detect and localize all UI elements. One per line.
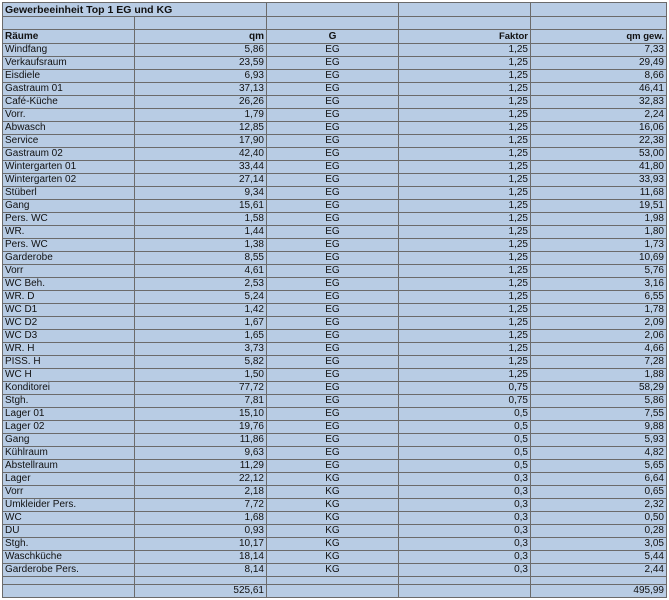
table-row (3, 265, 667, 278)
room-cell[interactable]: WC (3, 512, 135, 525)
qm-weighted-cell[interactable]: 4,66 (531, 343, 667, 356)
qm-weighted-cell[interactable]: 33,93 (531, 174, 667, 187)
empty-cell[interactable] (531, 3, 667, 17)
factor-cell[interactable]: 1,25 (399, 343, 531, 356)
floor-cell[interactable]: EG (267, 447, 399, 460)
room-cell[interactable]: WC Beh. (3, 278, 135, 291)
totals-row (3, 585, 667, 598)
factor-cell[interactable]: 0,75 (399, 382, 531, 395)
qm-cell[interactable]: 18,14 (135, 551, 267, 564)
qm-weighted-cell[interactable]: 5,86 (531, 395, 667, 408)
qm-cell[interactable]: 1,68 (135, 512, 267, 525)
table-row (3, 512, 667, 525)
table-row (3, 499, 667, 512)
room-cell[interactable]: WC D3 (3, 330, 135, 343)
qm-weighted-cell[interactable]: 5,44 (531, 551, 667, 564)
factor-cell[interactable]: 0,3 (399, 538, 531, 551)
empty-cell[interactable] (135, 577, 267, 585)
table-row (3, 395, 667, 408)
factor-cell[interactable]: 1,25 (399, 148, 531, 161)
qm-cell[interactable]: 5,24 (135, 291, 267, 304)
qm-weighted-cell[interactable]: 3,16 (531, 278, 667, 291)
qm-weighted-cell[interactable]: 1,73 (531, 239, 667, 252)
table-row (3, 382, 667, 395)
room-cell[interactable]: Stgh. (3, 538, 135, 551)
factor-cell[interactable]: 0,75 (399, 395, 531, 408)
floor-cell[interactable]: EG (267, 278, 399, 291)
room-cell[interactable]: Kühlraum (3, 447, 135, 460)
empty-cell[interactable] (267, 577, 399, 585)
qm-weighted-cell[interactable]: 2,32 (531, 499, 667, 512)
table-row (3, 161, 667, 174)
qm-cell[interactable]: 23,59 (135, 57, 267, 70)
table-row (3, 135, 667, 148)
factor-cell[interactable]: 0,5 (399, 460, 531, 473)
floor-cell[interactable]: EG (267, 200, 399, 213)
empty-cell[interactable] (531, 577, 667, 585)
floor-cell[interactable]: EG (267, 265, 399, 278)
qm-cell[interactable]: 8,14 (135, 564, 267, 577)
qm-cell[interactable]: 22,12 (135, 473, 267, 486)
room-cell[interactable]: WR. H (3, 343, 135, 356)
room-cell[interactable]: Pers. WC (3, 239, 135, 252)
factor-cell[interactable]: 1,25 (399, 109, 531, 122)
factor-cell[interactable]: 1,25 (399, 96, 531, 109)
table-row (3, 525, 667, 538)
table-row (3, 434, 667, 447)
room-cell[interactable]: Gastraum 01 (3, 83, 135, 96)
room-cell[interactable]: Lager 01 (3, 408, 135, 421)
factor-cell[interactable]: 1,25 (399, 70, 531, 83)
header-rooms[interactable]: Räume (3, 30, 135, 44)
qm-cell[interactable]: 4,61 (135, 265, 267, 278)
table-row (3, 57, 667, 70)
floor-cell[interactable]: EG (267, 304, 399, 317)
floor-cell[interactable]: EG (267, 317, 399, 330)
floor-cell[interactable]: KG (267, 499, 399, 512)
floor-cell[interactable]: EG (267, 83, 399, 96)
floor-cell[interactable]: KG (267, 538, 399, 551)
qm-cell[interactable]: 19,76 (135, 421, 267, 434)
qm-weighted-cell[interactable]: 1,80 (531, 226, 667, 239)
factor-cell[interactable]: 1,25 (399, 200, 531, 213)
table-row (3, 226, 667, 239)
qm-cell[interactable]: 12,85 (135, 122, 267, 135)
qm-weighted-cell[interactable]: 22,38 (531, 135, 667, 148)
table-row (3, 317, 667, 330)
empty-cell[interactable] (267, 17, 399, 30)
factor-cell[interactable]: 1,25 (399, 226, 531, 239)
room-cell[interactable]: Service (3, 135, 135, 148)
factor-cell[interactable]: 1,25 (399, 291, 531, 304)
qm-cell[interactable]: 1,65 (135, 330, 267, 343)
empty-cell[interactable] (399, 17, 531, 30)
table-row (3, 109, 667, 122)
qm-weighted-cell[interactable]: 41,80 (531, 161, 667, 174)
table-row (3, 278, 667, 291)
room-cell[interactable]: Vorr. (3, 109, 135, 122)
qm-weighted-cell[interactable]: 0,65 (531, 486, 667, 499)
qm-cell[interactable]: 3,73 (135, 343, 267, 356)
table-row (3, 213, 667, 226)
floor-cell[interactable]: EG (267, 174, 399, 187)
header-qm[interactable]: qm (135, 30, 267, 44)
qm-weighted-cell[interactable]: 16,06 (531, 122, 667, 135)
room-cell[interactable]: Stgh. (3, 395, 135, 408)
qm-cell[interactable]: 27,14 (135, 174, 267, 187)
floor-cell[interactable]: KG (267, 551, 399, 564)
room-cell[interactable]: DU (3, 525, 135, 538)
qm-cell[interactable]: 9,34 (135, 187, 267, 200)
empty-cell[interactable] (399, 577, 531, 585)
qm-weighted-cell[interactable]: 0,50 (531, 512, 667, 525)
table-row (3, 252, 667, 265)
qm-cell[interactable]: 0,93 (135, 525, 267, 538)
room-cell[interactable]: Verkaufsraum (3, 57, 135, 70)
empty-cell[interactable] (267, 585, 399, 598)
factor-cell[interactable]: 1,25 (399, 317, 531, 330)
factor-cell[interactable]: 0,3 (399, 486, 531, 499)
empty-cell[interactable] (399, 3, 531, 17)
qm-cell[interactable]: 33,44 (135, 161, 267, 174)
total-qm-weighted[interactable]: 495,99 (531, 585, 667, 598)
room-cell[interactable]: WR. D (3, 291, 135, 304)
qm-cell[interactable]: 2,18 (135, 486, 267, 499)
qm-cell[interactable]: 26,26 (135, 96, 267, 109)
table-row (3, 473, 667, 486)
qm-weighted-cell[interactable]: 5,93 (531, 434, 667, 447)
qm-cell[interactable]: 5,86 (135, 44, 267, 57)
floor-cell[interactable]: EG (267, 343, 399, 356)
factor-cell[interactable]: 1,25 (399, 57, 531, 70)
table-row (3, 564, 667, 577)
factor-cell[interactable]: 0,3 (399, 499, 531, 512)
table-row (3, 343, 667, 356)
qm-weighted-cell[interactable]: 29,49 (531, 57, 667, 70)
table-row (3, 187, 667, 200)
qm-weighted-cell[interactable]: 1,98 (531, 213, 667, 226)
floor-cell[interactable]: EG (267, 330, 399, 343)
qm-cell[interactable]: 5,82 (135, 356, 267, 369)
room-cell[interactable]: Vorr (3, 486, 135, 499)
room-cell[interactable]: Wintergarten 02 (3, 174, 135, 187)
qm-weighted-cell[interactable]: 11,68 (531, 187, 667, 200)
qm-weighted-cell[interactable]: 5,76 (531, 265, 667, 278)
qm-weighted-cell[interactable]: 2,24 (531, 109, 667, 122)
qm-cell[interactable]: 1,58 (135, 213, 267, 226)
floor-cell[interactable]: EG (267, 135, 399, 148)
floor-cell[interactable]: KG (267, 486, 399, 499)
factor-cell[interactable]: 1,25 (399, 187, 531, 200)
floor-cell[interactable]: EG (267, 369, 399, 382)
qm-cell[interactable]: 77,72 (135, 382, 267, 395)
floor-cell[interactable]: EG (267, 213, 399, 226)
factor-cell[interactable]: 1,25 (399, 239, 531, 252)
table-row (3, 83, 667, 96)
floor-cell[interactable]: EG (267, 395, 399, 408)
floor-cell[interactable]: EG (267, 187, 399, 200)
room-cell[interactable]: WC D1 (3, 304, 135, 317)
floor-cell[interactable]: KG (267, 564, 399, 577)
qm-weighted-cell[interactable]: 53,00 (531, 148, 667, 161)
floor-cell[interactable]: EG (267, 239, 399, 252)
table-row (3, 369, 667, 382)
qm-cell[interactable]: 1,42 (135, 304, 267, 317)
factor-cell[interactable]: 1,25 (399, 174, 531, 187)
qm-cell[interactable]: 1,50 (135, 369, 267, 382)
floor-cell[interactable]: EG (267, 57, 399, 70)
room-cell[interactable]: Abstellraum (3, 460, 135, 473)
factor-cell[interactable]: 1,25 (399, 278, 531, 291)
factor-cell[interactable]: 1,25 (399, 356, 531, 369)
factor-cell[interactable]: 0,5 (399, 434, 531, 447)
blank-row (3, 17, 667, 30)
floor-cell[interactable]: EG (267, 122, 399, 135)
qm-weighted-cell[interactable]: 0,28 (531, 525, 667, 538)
factor-cell[interactable]: 0,3 (399, 473, 531, 486)
factor-cell[interactable]: 0,3 (399, 551, 531, 564)
qm-weighted-cell[interactable]: 1,88 (531, 369, 667, 382)
qm-cell[interactable]: 8,55 (135, 252, 267, 265)
floor-cell[interactable]: EG (267, 356, 399, 369)
empty-cell[interactable] (531, 17, 667, 30)
table-row (3, 70, 667, 83)
qm-cell[interactable]: 7,81 (135, 395, 267, 408)
qm-cell[interactable]: 10,17 (135, 538, 267, 551)
floor-cell[interactable]: EG (267, 434, 399, 447)
room-cell[interactable]: Gastraum 02 (3, 148, 135, 161)
qm-weighted-cell[interactable]: 2,09 (531, 317, 667, 330)
empty-cell[interactable] (135, 17, 267, 30)
table-row (3, 96, 667, 109)
room-cell[interactable]: WC D2 (3, 317, 135, 330)
qm-cell[interactable]: 2,53 (135, 278, 267, 291)
qm-weighted-cell[interactable]: 6,64 (531, 473, 667, 486)
table-row (3, 421, 667, 434)
floor-cell[interactable]: EG (267, 421, 399, 434)
empty-cell[interactable] (3, 17, 135, 30)
factor-cell[interactable]: 0,3 (399, 564, 531, 577)
qm-cell[interactable]: 11,86 (135, 434, 267, 447)
table-row (3, 356, 667, 369)
room-cell[interactable]: Wintergarten 01 (3, 161, 135, 174)
empty-cell[interactable] (3, 577, 135, 585)
qm-weighted-cell[interactable]: 5,65 (531, 460, 667, 473)
spacer-row (3, 577, 667, 585)
qm-weighted-cell[interactable]: 8,66 (531, 70, 667, 83)
room-cell[interactable]: Vorr (3, 265, 135, 278)
floor-cell[interactable]: EG (267, 109, 399, 122)
empty-cell[interactable] (267, 3, 399, 17)
room-cell[interactable]: Gang (3, 434, 135, 447)
floor-cell[interactable]: EG (267, 44, 399, 57)
floor-cell[interactable]: EG (267, 148, 399, 161)
header-floor[interactable]: G (267, 30, 399, 44)
factor-cell[interactable]: 1,25 (399, 304, 531, 317)
qm-weighted-cell[interactable]: 4,82 (531, 447, 667, 460)
floor-cell[interactable]: EG (267, 252, 399, 265)
floor-cell[interactable]: EG (267, 408, 399, 421)
room-cell[interactable]: Eisdiele (3, 70, 135, 83)
factor-cell[interactable]: 1,25 (399, 252, 531, 265)
qm-weighted-cell[interactable]: 6,55 (531, 291, 667, 304)
room-cell[interactable]: Windfang (3, 44, 135, 57)
qm-cell[interactable]: 1,44 (135, 226, 267, 239)
table-row (3, 447, 667, 460)
qm-cell[interactable]: 37,13 (135, 83, 267, 96)
room-cell[interactable]: Lager (3, 473, 135, 486)
factor-cell[interactable]: 0,5 (399, 447, 531, 460)
qm-weighted-cell[interactable]: 32,83 (531, 96, 667, 109)
qm-cell[interactable]: 1,67 (135, 317, 267, 330)
qm-weighted-cell[interactable]: 7,33 (531, 44, 667, 57)
title-row (3, 3, 667, 17)
qm-cell[interactable]: 1,79 (135, 109, 267, 122)
room-cell[interactable]: PISS. H (3, 356, 135, 369)
floor-cell[interactable]: EG (267, 96, 399, 109)
room-cell[interactable]: WR. (3, 226, 135, 239)
qm-weighted-cell[interactable]: 9,88 (531, 421, 667, 434)
total-qm[interactable]: 525,61 (135, 585, 267, 598)
qm-weighted-cell[interactable]: 46,41 (531, 83, 667, 96)
room-cell[interactable]: Gang (3, 200, 135, 213)
table-row (3, 330, 667, 343)
floor-cell[interactable]: EG (267, 161, 399, 174)
qm-cell[interactable]: 15,61 (135, 200, 267, 213)
room-cell[interactable]: Umkleider Pers. (3, 499, 135, 512)
table-row (3, 486, 667, 499)
qm-cell[interactable]: 11,29 (135, 460, 267, 473)
room-cell[interactable]: Lager 02 (3, 421, 135, 434)
floor-cell[interactable]: KG (267, 473, 399, 486)
floor-cell[interactable]: KG (267, 525, 399, 538)
table-row (3, 304, 667, 317)
qm-cell[interactable]: 1,38 (135, 239, 267, 252)
qm-weighted-cell[interactable]: 1,78 (531, 304, 667, 317)
factor-cell[interactable]: 1,25 (399, 83, 531, 96)
qm-weighted-cell[interactable]: 2,06 (531, 330, 667, 343)
floor-cell[interactable]: EG (267, 70, 399, 83)
factor-cell[interactable]: 1,25 (399, 135, 531, 148)
table-body (3, 3, 667, 598)
room-cell[interactable]: Café-Küche (3, 96, 135, 109)
table-row (3, 291, 667, 304)
factor-cell[interactable]: 1,25 (399, 213, 531, 226)
qm-weighted-cell[interactable]: 58,29 (531, 382, 667, 395)
header-row (3, 30, 667, 44)
table-row (3, 538, 667, 551)
sheet-title[interactable]: Gewerbeeinheit Top 1 EG und KG (3, 3, 267, 17)
qm-cell[interactable]: 6,93 (135, 70, 267, 83)
qm-cell[interactable]: 15,10 (135, 408, 267, 421)
table-row (3, 239, 667, 252)
table-row (3, 122, 667, 135)
factor-cell[interactable]: 0,5 (399, 421, 531, 434)
factor-cell[interactable]: 1,25 (399, 330, 531, 343)
qm-cell[interactable]: 7,72 (135, 499, 267, 512)
factor-cell[interactable]: 1,25 (399, 122, 531, 135)
floor-cell[interactable]: EG (267, 291, 399, 304)
factor-cell[interactable]: 0,3 (399, 525, 531, 538)
room-cell[interactable]: Stüberl (3, 187, 135, 200)
table-row (3, 148, 667, 161)
qm-weighted-cell[interactable]: 19,51 (531, 200, 667, 213)
room-cell[interactable]: WC H (3, 369, 135, 382)
qm-weighted-cell[interactable]: 3,05 (531, 538, 667, 551)
table-row (3, 200, 667, 213)
factor-cell[interactable]: 0,3 (399, 512, 531, 525)
floor-cell[interactable]: EG (267, 460, 399, 473)
table-row (3, 408, 667, 421)
floor-cell[interactable]: EG (267, 382, 399, 395)
room-cell[interactable]: Abwasch (3, 122, 135, 135)
table-row (3, 551, 667, 564)
qm-weighted-cell[interactable]: 2,44 (531, 564, 667, 577)
qm-cell[interactable]: 17,90 (135, 135, 267, 148)
factor-cell[interactable]: 1,25 (399, 265, 531, 278)
qm-weighted-cell[interactable]: 7,28 (531, 356, 667, 369)
qm-weighted-cell[interactable]: 10,69 (531, 252, 667, 265)
spreadsheet-table (2, 2, 667, 598)
table-row (3, 460, 667, 473)
empty-cell[interactable] (399, 585, 531, 598)
empty-cell[interactable] (3, 585, 135, 598)
room-cell[interactable]: Konditorei (3, 382, 135, 395)
qm-weighted-cell[interactable]: 7,55 (531, 408, 667, 421)
qm-cell[interactable]: 9,63 (135, 447, 267, 460)
factor-cell[interactable]: 1,25 (399, 161, 531, 174)
room-cell[interactable]: Garderobe Pers. (3, 564, 135, 577)
room-cell[interactable]: Garderobe (3, 252, 135, 265)
room-cell[interactable]: Waschküche (3, 551, 135, 564)
floor-cell[interactable]: EG (267, 226, 399, 239)
header-qm-weighted[interactable]: qm gew. (531, 30, 667, 44)
header-factor[interactable]: Faktor (399, 30, 531, 44)
room-cell[interactable]: Pers. WC (3, 213, 135, 226)
factor-cell[interactable]: 1,25 (399, 369, 531, 382)
table-row (3, 174, 667, 187)
qm-cell[interactable]: 42,40 (135, 148, 267, 161)
table-row (3, 44, 667, 57)
floor-cell[interactable]: KG (267, 512, 399, 525)
factor-cell[interactable]: 0,5 (399, 408, 531, 421)
factor-cell[interactable]: 1,25 (399, 44, 531, 57)
